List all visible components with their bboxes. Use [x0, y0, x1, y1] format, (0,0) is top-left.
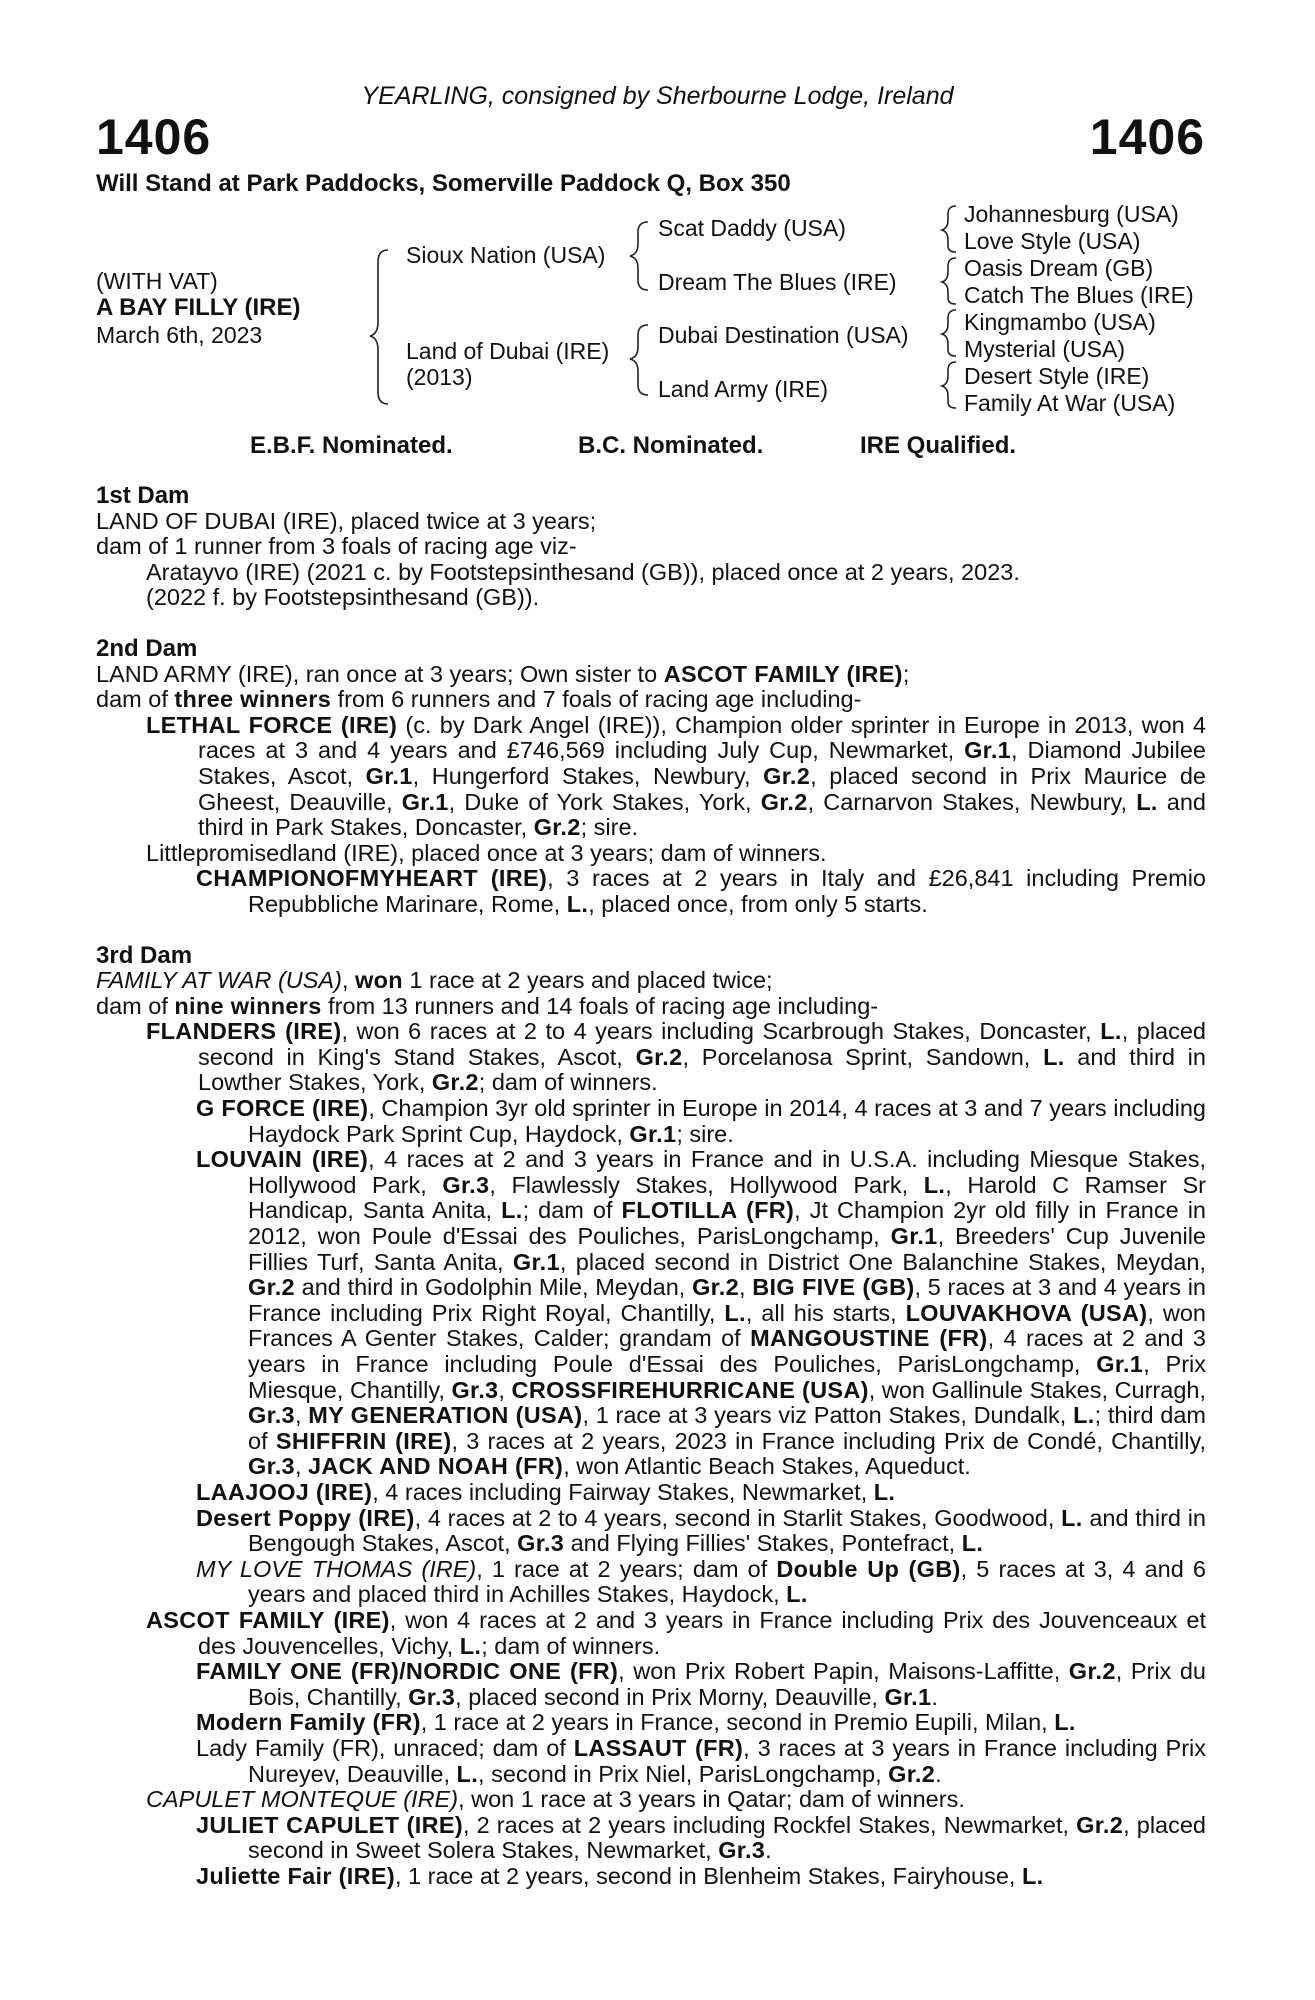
second-dam-line	[96, 662, 1206, 688]
second-dam-title: 2nd Dam	[96, 634, 198, 662]
bold-text-run: Gr.1	[629, 1120, 677, 1147]
first-dam-produce: (2022 f. by Footstepsinthesand (GB)).	[146, 584, 540, 611]
third-dam-line	[96, 968, 1206, 994]
text-run: , won Frances A Genter Stakes, Calder; grandam of	[248, 1299, 1206, 1352]
bold-text-run: Gr.1	[365, 762, 413, 789]
horse-name-bold: CHAMPIONOFMYHEART (IRE)	[196, 865, 548, 892]
text-run: and third in Godolphin Mile, Meydan,	[294, 1274, 693, 1301]
bold-text-run: LOUVAKHOVA (USA)	[905, 1299, 1148, 1326]
produce-entry	[96, 1608, 1206, 1659]
pedigree-g4: Catch The Blues (IRE)	[964, 282, 1194, 308]
bold-text-run: Gr.2	[533, 814, 581, 841]
text-run: , Prix du Bois, Chantilly,	[248, 1658, 1206, 1710]
text-run: , Jt Champion 2yr old filly in France in 2012, won Poule d'Essai des Pouliches, ParisLongchamp,	[248, 1197, 1206, 1250]
text-run: , won 4 races at 2 and 3 years in France including Prix des Jouvenceaux et des Jouvencelles, Vichy,	[198, 1606, 1206, 1659]
bold-text-run: Gr.2	[248, 1274, 295, 1301]
consignment-line: YEARLING, consigned by Sherbourne Lodge, Ireland	[361, 82, 954, 110]
text-run: ,	[498, 1376, 512, 1403]
text-run: , placed second in King's Stand Stakes, Ascot,	[198, 1018, 1207, 1070]
bold-text-run: Gr.2	[635, 1043, 683, 1070]
first-dam-produce: Aratayvo (IRE) (2021 c. by Footstepsinthesand (GB)), placed once at 2 years, 2023.	[146, 558, 1020, 585]
bold-text-run: Gr.3	[517, 1530, 565, 1557]
text-run: from 6 runners and 7 foals of racing age including-	[331, 686, 862, 713]
produce-entry	[96, 1147, 1206, 1480]
bold-text-run: Gr.2	[1076, 1811, 1124, 1838]
horse-name-bold: FLANDERS (IRE)	[146, 1018, 342, 1045]
pedigree-g2: Love Style (USA)	[964, 228, 1141, 254]
text-run: , 4 races at 2 and 3 years in France and in U.S.A. including Miesque Stakes, Hollywood Park,	[248, 1146, 1206, 1198]
ire-qualification: IRE Qualified.	[860, 432, 1017, 459]
pedigree-dam-sire: Dubai Destination (USA)	[658, 322, 909, 348]
bold-text-run: Double Up (GB)	[776, 1555, 961, 1582]
horse-name-bold: JULIET CAPULET (IRE)	[196, 1811, 463, 1838]
winners-count: three winners	[174, 686, 332, 713]
text-run: and third in Bengough Stakes, Ascot,	[248, 1504, 1206, 1557]
bold-text-run: L.	[1061, 1504, 1083, 1531]
bold-text-run: Gr.3	[248, 1402, 295, 1429]
pedigree-g1: Johannesburg (USA)	[964, 201, 1179, 227]
bold-text-run: MY GENERATION (USA)	[308, 1402, 583, 1429]
ebf-nomination: E.B.F. Nominated.	[250, 432, 453, 459]
horse-name-bold: Desert Poppy (IRE)	[196, 1504, 415, 1531]
text-run: , won 1 race at 3 years in Qatar; dam of winners.	[458, 1786, 965, 1813]
text-run: .	[765, 1837, 772, 1864]
text-run: 1 race at 2 years and placed twice;	[402, 967, 773, 994]
vat-note: (WITH VAT)	[96, 268, 218, 294]
bold-text-run: BIG FIVE (GB)	[752, 1274, 915, 1301]
text-run: , second in Prix Niel, ParisLongchamp,	[478, 1760, 889, 1787]
horse-name-bold: LOUVAIN (IRE)	[196, 1146, 369, 1173]
produce-entry	[96, 1787, 1206, 1813]
bold-text-run: Gr.3	[408, 1683, 456, 1710]
pedigree-g3: Oasis Dream (GB)	[964, 255, 1154, 281]
produce-entry: Littlepromisedland (IRE), placed once at 3 years; dam of winners.	[146, 839, 827, 866]
bold-text-run: won	[355, 967, 403, 994]
pedigree-sire: Sioux Nation (USA)	[406, 242, 606, 268]
winners-count: nine winners	[174, 992, 322, 1019]
text-run: .	[935, 1760, 942, 1787]
text-run: ,	[341, 967, 355, 994]
text-run: and third in Lowther Stakes, York,	[198, 1043, 1206, 1096]
horse-name: A BAY FILLY (IRE)	[96, 294, 301, 321]
pedigree-g5: Kingmambo (USA)	[964, 309, 1156, 335]
produce-entry	[96, 1813, 1206, 1864]
text-run: , Hungerford Stakes, Newbury,	[412, 762, 764, 789]
second-dam-line	[96, 687, 1206, 713]
text-run: and third in Park Stakes, Doncaster,	[198, 788, 1207, 841]
text-run: , Diamond Jubilee Stakes, Ascot,	[198, 737, 1206, 789]
bold-text-run: L.	[566, 890, 589, 917]
bold-text-run: Gr.2	[888, 1760, 936, 1787]
text-run: (c. by Dark Angel (IRE)), Champion older sprinter in Europe in 2013, won 4 races at 3 and 4 years and £746,569 including July Cup, Newmarket,	[198, 711, 1207, 764]
text-run: ;	[902, 660, 910, 687]
text-run: , 5 races at 3, 4 and 6 years and placed third in Achilles Stakes, Haydock,	[248, 1555, 1206, 1608]
produce-entry	[96, 866, 1206, 917]
bold-text-run: Gr.1	[890, 1223, 938, 1250]
produce-entry	[96, 1019, 1206, 1096]
text-run: , 1 race at 2 years in France, second in Premio Eupili, Milan,	[420, 1709, 1055, 1736]
third-dam-line	[96, 994, 1206, 1020]
bold-text-run: Gr.3	[248, 1453, 295, 1480]
text-run: , Duke of York Stakes, York,	[448, 788, 761, 815]
pedigree-g8: Family At War (USA)	[964, 390, 1176, 416]
text-run: , won Atlantic Beach Stakes, Aqueduct.	[563, 1453, 971, 1480]
bold-text-run: L.	[1043, 1043, 1065, 1070]
text-run: , 4 races including Fairway Stakes, Newmarket,	[372, 1478, 874, 1505]
bold-text-run: L.	[1136, 788, 1158, 815]
text-run: ; dam of winners.	[481, 1632, 661, 1659]
text-run: dam of	[96, 686, 175, 713]
bold-text-run: L.	[1073, 1402, 1095, 1429]
produce-entry	[96, 713, 1206, 841]
produce-entry	[96, 1480, 1206, 1506]
bold-text-run: Gr.2	[1068, 1658, 1116, 1685]
bold-text-run: L.	[1054, 1709, 1076, 1736]
bold-text-run: Gr.3	[451, 1376, 499, 1403]
produce-entry	[96, 1864, 1206, 1890]
bold-text-run: FLOTILLA (FR)	[621, 1197, 795, 1224]
text-run: , 4 races at 2 and 3 years in France including Poule d'Essai des Pouliches, ParisLongchamp,	[248, 1325, 1206, 1377]
produce-entry	[96, 1736, 1206, 1787]
text-run: , 4 races at 2 to 4 years, second in Starlit Stakes, Goodwood,	[414, 1504, 1062, 1531]
bold-text-run: L.	[961, 1530, 984, 1557]
horse-dob: March 6th, 2023	[96, 322, 263, 348]
text-run: ,	[294, 1402, 309, 1429]
text-run: , won Gallinule Stakes, Curragh,	[868, 1376, 1206, 1403]
produce-record	[96, 483, 1206, 1889]
horse-name-bold: ASCOT FAMILY (IRE)	[146, 1606, 390, 1633]
text-run: , placed second in Prix Maurice de Gheest, Deauville,	[198, 762, 1207, 815]
bold-text-run: L.	[501, 1197, 523, 1224]
text-run: , all his starts,	[745, 1299, 906, 1326]
bold-text-run: Gr.2	[763, 762, 811, 789]
horse-name-italic: MY LOVE THOMAS (IRE)	[196, 1555, 477, 1582]
horse-name-bold: LAAJOOJ (IRE)	[196, 1478, 373, 1505]
text-run: ; dam of	[522, 1197, 622, 1224]
horse-name-bold: ASCOT FAMILY (IRE)	[663, 660, 903, 687]
horse-name-bold: LETHAL FORCE (IRE)	[146, 711, 398, 738]
text-run: , Flawlessly Stakes, Hollywood Park,	[489, 1171, 924, 1198]
text-run: , 3 races at 2 years, 2023 in France including Prix de Condé, Chantilly,	[451, 1427, 1206, 1454]
bold-text-run: L.	[873, 1478, 896, 1505]
text-run: , placed second in District One Balanchine Stakes, Meydan,	[559, 1248, 1206, 1275]
text-run: .	[931, 1683, 938, 1710]
text-run: , 3 races at 3 years in France including Prix Nureyev, Deauville,	[248, 1734, 1206, 1787]
bold-text-run: L.	[456, 1760, 479, 1787]
bold-text-run: JACK AND NOAH (FR)	[308, 1453, 564, 1480]
first-dam-line: dam of 1 runner from 3 foals of racing age viz-	[96, 533, 577, 560]
first-dam-line: LAND OF DUBAI (IRE), placed twice at 3 years;	[96, 507, 597, 534]
bold-text-run: L.	[459, 1632, 482, 1659]
horse-name-italic: CAPULET MONTEQUE (IRE)	[146, 1786, 459, 1813]
text-run: , Prix Miesque, Chantilly,	[248, 1351, 1206, 1403]
text-run: ,	[294, 1453, 308, 1480]
bold-text-run: L.	[786, 1581, 808, 1608]
text-run: , 1 race at 2 years; dam of	[476, 1555, 777, 1582]
bold-text-run: Gr.2	[431, 1069, 479, 1096]
text-run: ; third dam of	[248, 1402, 1207, 1454]
text-run: , Porcelanosa Sprint, Sandown,	[682, 1043, 1044, 1070]
text-run: , placed second in Sweet Solera Stakes, Newmarket,	[248, 1811, 1207, 1864]
horse-name-bold: Juliette Fair (IRE)	[196, 1862, 395, 1889]
horse-name-bold: G FORCE (IRE)	[196, 1095, 369, 1122]
bold-text-run: CROSSFIREHURRICANE (USA)	[511, 1376, 869, 1403]
text-run: , won Prix Robert Papin, Maisons-Laffitte,	[618, 1658, 1069, 1685]
bold-text-run: L.	[923, 1171, 946, 1198]
lot-number-right: 1406	[1089, 109, 1205, 165]
location-line: Will Stand at Park Paddocks, Somerville Paddock Q, Box 350	[96, 170, 791, 197]
dam-name: FAMILY AT WAR (USA)	[96, 967, 342, 994]
produce-entry	[96, 1506, 1206, 1557]
bold-text-run: Gr.2	[692, 1274, 739, 1301]
bold-text-run: Gr.2	[760, 788, 808, 815]
pedigree-dam: Land of Dubai (IRE)	[406, 338, 610, 364]
text-run: , Harold C Ramser Sr Handicap, Santa Anita,	[248, 1171, 1206, 1224]
text-run: from 13 runners and 14 foals of racing age including-	[321, 992, 879, 1019]
text-run: ,	[739, 1274, 753, 1301]
bold-text-run: Gr.1	[884, 1683, 932, 1710]
text-run: ; sire.	[676, 1120, 734, 1147]
lot-number-left: 1406	[96, 109, 212, 165]
text-run: ; sire.	[580, 814, 639, 841]
bold-text-run: Gr.1	[964, 737, 1012, 764]
text-run: LAND ARMY (IRE), ran once at 3 years; Own sister to	[96, 660, 664, 687]
text-run: Lady Family (FR), unraced; dam of	[196, 1734, 574, 1761]
pedigree-dam-year: (2013)	[406, 364, 473, 390]
pedigree-sire-sire: Scat Daddy (USA)	[658, 215, 846, 241]
third-dam-title: 3rd Dam	[96, 941, 193, 969]
horse-name-bold: Modern Family (FR)	[196, 1709, 421, 1736]
bold-text-run: L.	[1100, 1018, 1122, 1045]
pedigree-dam-dam: Land Army (IRE)	[658, 376, 828, 402]
text-run: , 1 race at 2 years, second in Blenheim Stakes, Fairyhouse,	[394, 1862, 1022, 1889]
pedigree-g7: Desert Style (IRE)	[964, 363, 1150, 389]
first-dam-title: 1st Dam	[96, 482, 190, 509]
text-run: and Flying Fillies' Stakes, Pontefract,	[564, 1530, 962, 1557]
bold-text-run: L.	[724, 1299, 746, 1326]
text-run: , Carnarvon Stakes, Newbury,	[807, 788, 1137, 815]
text-run: , Champion 3yr old sprinter in Europe in 2014, 4 races at 3 and 7 years including Haydock Park Sprint Cup, Haydock,	[248, 1095, 1206, 1147]
horse-name-bold: FAMILY ONE (FR)/NORDIC ONE (FR)	[196, 1658, 619, 1685]
pedigree-g6: Mysterial (USA)	[964, 336, 1126, 362]
text-run: , 1 race at 3 years viz Patton Stakes, Dundalk,	[582, 1402, 1074, 1429]
text-run: , placed once, from only 5 starts.	[588, 890, 928, 917]
bold-text-run: LASSAUT (FR)	[573, 1734, 744, 1761]
pedigree-sire-dam: Dream The Blues (IRE)	[658, 269, 897, 295]
bold-text-run: MANGOUSTINE (FR)	[750, 1325, 988, 1352]
text-run: , won 6 races at 2 to 4 years including Scarbrough Stakes, Doncaster,	[341, 1018, 1101, 1045]
bold-text-run: L.	[1021, 1862, 1044, 1889]
produce-entry	[96, 1659, 1206, 1710]
bold-text-run: Gr.3	[718, 1837, 766, 1864]
produce-entry	[96, 1096, 1206, 1147]
text-run: , 3 races at 2 years in Italy and £26,841 including Premio Repubbliche Marinare, Rome,	[248, 865, 1206, 917]
bold-text-run: Gr.1	[1096, 1351, 1144, 1377]
bold-text-run: Gr.3	[442, 1171, 490, 1198]
bold-text-run: Gr.1	[512, 1248, 560, 1275]
text-run: ; dam of winners.	[478, 1069, 658, 1096]
bold-text-run: SHIFFRIN (IRE)	[275, 1427, 452, 1454]
bc-nomination: B.C. Nominated.	[578, 432, 764, 459]
text-run: , 5 races at 3 and 4 years in France including Prix Right Royal, Chantilly,	[248, 1274, 1206, 1326]
text-run: , placed second in Prix Morny, Deauville,	[455, 1683, 885, 1710]
text-run: , 2 races at 2 years including Rockfel Stakes, Newmarket,	[462, 1811, 1077, 1838]
text-run: dam of	[96, 992, 175, 1019]
produce-entry	[96, 1557, 1206, 1608]
text-run: , Breeders' Cup Juvenile Fillies Turf, Santa Anita,	[248, 1223, 1206, 1275]
bold-text-run: Gr.1	[401, 788, 449, 815]
produce-entry	[96, 1710, 1206, 1736]
